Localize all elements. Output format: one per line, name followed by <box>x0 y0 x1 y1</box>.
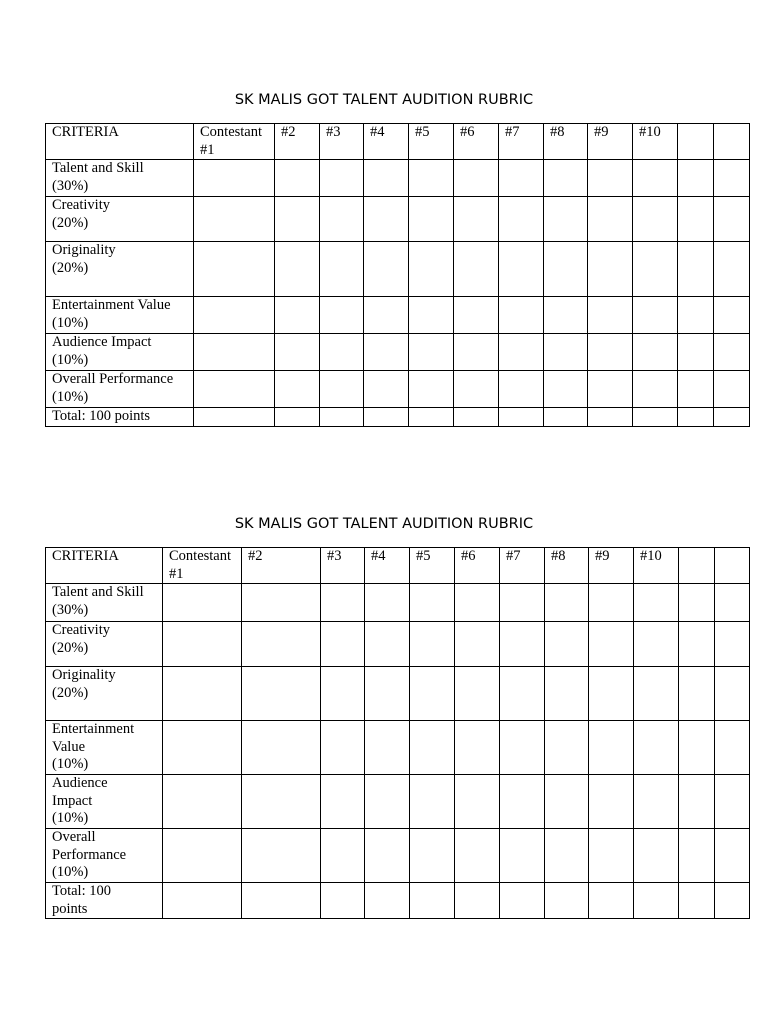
score-cell <box>242 883 321 919</box>
score-cell <box>364 334 409 371</box>
contestant-header: #9 <box>589 548 634 584</box>
score-cell <box>634 721 679 775</box>
score-cell <box>544 371 588 408</box>
score-cell <box>454 334 499 371</box>
score-cell <box>409 371 454 408</box>
criterion-label: Performance <box>52 846 127 863</box>
score-cell <box>588 160 633 197</box>
score-cell <box>410 883 455 919</box>
score-cell <box>194 197 275 242</box>
contestant-header <box>679 548 715 584</box>
criterion-label: (10%) <box>52 864 89 880</box>
contestant-header: #5 <box>410 548 455 584</box>
criterion-cell <box>46 667 163 721</box>
score-cell <box>320 197 364 242</box>
score-cell <box>589 667 634 721</box>
contestant-header: #10 <box>634 548 679 584</box>
criterion-cell <box>46 334 194 371</box>
score-cell <box>500 622 545 667</box>
criterion-label: (10%) <box>52 388 89 405</box>
score-cell <box>321 883 365 919</box>
score-cell <box>678 334 714 371</box>
table-row <box>46 334 750 371</box>
score-cell <box>454 297 499 334</box>
criteria-header: CRITERIA <box>46 124 194 160</box>
criterion-label: Originality <box>52 667 116 683</box>
score-cell <box>364 160 409 197</box>
score-cell <box>634 584 679 622</box>
score-cell <box>545 667 589 721</box>
rubric-title: SK MALIS GOT TALENT AUDITION RUBRIC <box>234 516 534 532</box>
score-cell <box>275 371 320 408</box>
score-cell <box>633 160 678 197</box>
contestant-header: #8 <box>545 548 589 584</box>
criterion-label: (10%) <box>52 756 89 772</box>
contestant-header: #10 <box>633 124 678 160</box>
table-row <box>46 721 750 775</box>
score-cell <box>364 297 409 334</box>
criterion-label: (20%) <box>52 214 89 231</box>
criterion-label: Talent and Skill <box>52 160 144 176</box>
score-cell <box>545 775 589 829</box>
score-cell <box>455 584 500 622</box>
criteria-header: CRITERIA <box>46 548 163 584</box>
table-row <box>46 622 750 667</box>
score-cell <box>163 667 242 721</box>
score-cell <box>545 883 589 919</box>
table-row <box>46 883 750 919</box>
criterion-cell <box>46 371 194 408</box>
score-cell <box>500 883 545 919</box>
score-cell <box>320 242 364 297</box>
score-cell <box>633 334 678 371</box>
contestant-header: #2 <box>275 124 320 160</box>
score-cell <box>545 584 589 622</box>
score-cell <box>588 297 633 334</box>
score-cell <box>588 371 633 408</box>
score-cell <box>678 160 714 197</box>
table-row <box>46 584 750 622</box>
score-cell <box>454 160 499 197</box>
score-cell <box>633 371 678 408</box>
score-cell <box>163 883 242 919</box>
criterion-label: Creativity <box>52 622 110 638</box>
score-cell <box>715 883 750 919</box>
criterion-label: points <box>52 900 88 917</box>
rubric-table <box>45 123 750 427</box>
score-cell <box>714 334 750 371</box>
score-cell <box>499 297 544 334</box>
score-cell <box>633 408 678 427</box>
score-cell <box>275 408 320 427</box>
score-cell <box>634 775 679 829</box>
score-cell <box>242 622 321 667</box>
score-cell <box>678 197 714 242</box>
criterion-cell <box>46 242 194 297</box>
score-cell <box>320 408 364 427</box>
score-cell <box>634 829 679 883</box>
criterion-label: (30%) <box>52 601 89 618</box>
score-cell <box>715 775 750 829</box>
score-cell <box>679 667 715 721</box>
rubric-table <box>45 547 750 919</box>
score-cell <box>365 622 410 667</box>
header-row <box>46 124 750 160</box>
contestant-header: Contestant #1 <box>194 124 275 160</box>
score-cell <box>679 622 715 667</box>
rubric-title: SK MALIS GOT TALENT AUDITION RUBRIC <box>234 92 534 108</box>
score-cell <box>321 775 365 829</box>
criterion-cell <box>46 883 163 919</box>
score-cell <box>678 242 714 297</box>
score-cell <box>499 242 544 297</box>
criterion-label: Entertainment Value <box>52 297 171 313</box>
contestant-header: #8 <box>544 124 588 160</box>
criterion-cell <box>46 160 194 197</box>
score-cell <box>365 721 410 775</box>
contestant-header: #6 <box>455 548 500 584</box>
score-cell <box>714 408 750 427</box>
header-row <box>46 548 750 584</box>
score-cell <box>275 197 320 242</box>
criterion-label: (10%) <box>52 314 89 331</box>
score-cell <box>589 622 634 667</box>
criterion-label: Value <box>52 738 86 755</box>
score-cell <box>365 667 410 721</box>
score-cell <box>714 160 750 197</box>
score-cell <box>410 721 455 775</box>
score-cell <box>321 721 365 775</box>
score-cell <box>365 584 410 622</box>
criterion-label: Originality <box>52 242 116 258</box>
score-cell <box>321 829 365 883</box>
score-cell <box>364 408 409 427</box>
score-cell <box>409 297 454 334</box>
score-cell <box>714 197 750 242</box>
table-row <box>46 297 750 334</box>
score-cell <box>364 242 409 297</box>
criterion-label: Audience <box>52 775 108 791</box>
score-cell <box>194 408 275 427</box>
score-cell <box>588 197 633 242</box>
score-cell <box>500 829 545 883</box>
score-cell <box>365 829 410 883</box>
score-cell <box>544 297 588 334</box>
score-cell <box>545 829 589 883</box>
score-cell <box>194 334 275 371</box>
score-cell <box>633 242 678 297</box>
score-cell <box>321 584 365 622</box>
score-cell <box>320 297 364 334</box>
score-cell <box>500 775 545 829</box>
score-cell <box>588 242 633 297</box>
score-cell <box>410 622 455 667</box>
score-cell <box>634 667 679 721</box>
score-cell <box>409 408 454 427</box>
score-cell <box>633 297 678 334</box>
score-cell <box>499 334 544 371</box>
criterion-label: Entertainment <box>52 721 135 737</box>
score-cell <box>410 584 455 622</box>
score-cell <box>714 297 750 334</box>
score-cell <box>634 622 679 667</box>
contestant-header: Contestant #1 <box>163 548 242 584</box>
score-cell <box>194 160 275 197</box>
score-cell <box>364 371 409 408</box>
score-cell <box>275 160 320 197</box>
criterion-label: Overall Performance <box>52 371 174 387</box>
score-cell <box>715 667 750 721</box>
contestant-header <box>715 548 750 584</box>
score-cell <box>410 829 455 883</box>
criterion-cell <box>46 775 163 829</box>
score-cell <box>242 829 321 883</box>
criterion-cell <box>46 622 163 667</box>
criterion-label: Creativity <box>52 197 110 213</box>
criterion-label: (20%) <box>52 259 89 276</box>
score-cell <box>275 334 320 371</box>
score-cell <box>455 622 500 667</box>
score-cell <box>544 334 588 371</box>
score-cell <box>589 721 634 775</box>
score-cell <box>499 371 544 408</box>
score-cell <box>455 883 500 919</box>
score-cell <box>634 883 679 919</box>
criterion-label: (10%) <box>52 810 89 826</box>
contestant-header: #9 <box>588 124 633 160</box>
contestant-header: #6 <box>454 124 499 160</box>
score-cell <box>275 297 320 334</box>
score-cell <box>163 829 242 883</box>
score-cell <box>715 584 750 622</box>
score-cell <box>678 408 714 427</box>
score-cell <box>242 721 321 775</box>
score-cell <box>320 371 364 408</box>
score-cell <box>454 242 499 297</box>
criterion-label: Overall <box>52 829 96 845</box>
score-cell <box>410 667 455 721</box>
score-cell <box>455 775 500 829</box>
score-cell <box>365 883 410 919</box>
score-cell <box>589 775 634 829</box>
score-cell <box>499 160 544 197</box>
score-cell <box>500 584 545 622</box>
score-cell <box>454 371 499 408</box>
score-cell <box>679 775 715 829</box>
table-row <box>46 667 750 721</box>
score-cell <box>275 242 320 297</box>
contestant-header <box>714 124 750 160</box>
criterion-cell <box>46 584 163 622</box>
contestant-header: #4 <box>364 124 409 160</box>
table-row <box>46 242 750 297</box>
criterion-label: Total: 100 points <box>52 408 151 424</box>
contestant-header: #3 <box>320 124 364 160</box>
criterion-label: Audience Impact <box>52 334 152 350</box>
score-cell <box>365 775 410 829</box>
criterion-label: (10%) <box>52 351 89 368</box>
score-cell <box>321 622 365 667</box>
score-cell <box>499 408 544 427</box>
score-cell <box>163 721 242 775</box>
criterion-cell <box>46 197 194 242</box>
score-cell <box>633 197 678 242</box>
score-cell <box>544 408 588 427</box>
score-cell <box>715 622 750 667</box>
score-cell <box>589 584 634 622</box>
score-cell <box>320 334 364 371</box>
score-cell <box>679 883 715 919</box>
score-cell <box>163 775 242 829</box>
score-cell <box>410 775 455 829</box>
criterion-cell <box>46 721 163 775</box>
score-cell <box>242 584 321 622</box>
score-cell <box>163 584 242 622</box>
score-cell <box>455 721 500 775</box>
table-row <box>46 829 750 883</box>
score-cell <box>544 197 588 242</box>
contestant-header: #2 <box>242 548 321 584</box>
score-cell <box>320 160 364 197</box>
contestant-header: #5 <box>409 124 454 160</box>
score-cell <box>714 242 750 297</box>
score-cell <box>588 334 633 371</box>
score-cell <box>589 829 634 883</box>
table-row <box>46 371 750 408</box>
score-cell <box>194 297 275 334</box>
score-cell <box>454 408 499 427</box>
table-row <box>46 197 750 242</box>
score-cell <box>454 197 499 242</box>
criterion-cell <box>46 829 163 883</box>
score-cell <box>678 297 714 334</box>
score-cell <box>364 197 409 242</box>
score-cell <box>321 667 365 721</box>
contestant-header: #7 <box>500 548 545 584</box>
score-cell <box>409 334 454 371</box>
score-cell <box>715 721 750 775</box>
score-cell <box>500 721 545 775</box>
criterion-label: (20%) <box>52 684 89 701</box>
criterion-cell <box>46 297 194 334</box>
score-cell <box>455 667 500 721</box>
score-cell <box>545 622 589 667</box>
criterion-label: (30%) <box>52 177 89 194</box>
contestant-header <box>678 124 714 160</box>
score-cell <box>544 160 588 197</box>
score-cell <box>409 160 454 197</box>
score-cell <box>499 197 544 242</box>
score-cell <box>242 667 321 721</box>
criterion-label: Total: 100 <box>52 883 111 899</box>
score-cell <box>409 197 454 242</box>
score-cell <box>679 721 715 775</box>
score-cell <box>714 371 750 408</box>
criterion-label: (20%) <box>52 639 89 656</box>
score-cell <box>242 775 321 829</box>
score-cell <box>715 829 750 883</box>
score-cell <box>163 622 242 667</box>
contestant-header: #3 <box>321 548 365 584</box>
score-cell <box>589 883 634 919</box>
score-cell <box>194 242 275 297</box>
score-cell <box>194 371 275 408</box>
score-cell <box>679 584 715 622</box>
criterion-cell <box>46 408 194 427</box>
table-row <box>46 775 750 829</box>
score-cell <box>409 242 454 297</box>
score-cell <box>500 667 545 721</box>
score-cell <box>545 721 589 775</box>
criterion-label: Impact <box>52 792 93 809</box>
score-cell <box>588 408 633 427</box>
table-row <box>46 408 750 427</box>
score-cell <box>544 242 588 297</box>
table-row <box>46 160 750 197</box>
contestant-header: #7 <box>499 124 544 160</box>
score-cell <box>679 829 715 883</box>
criterion-label: Talent and Skill <box>52 584 144 600</box>
contestant-header: #4 <box>365 548 410 584</box>
score-cell <box>678 371 714 408</box>
score-cell <box>455 829 500 883</box>
